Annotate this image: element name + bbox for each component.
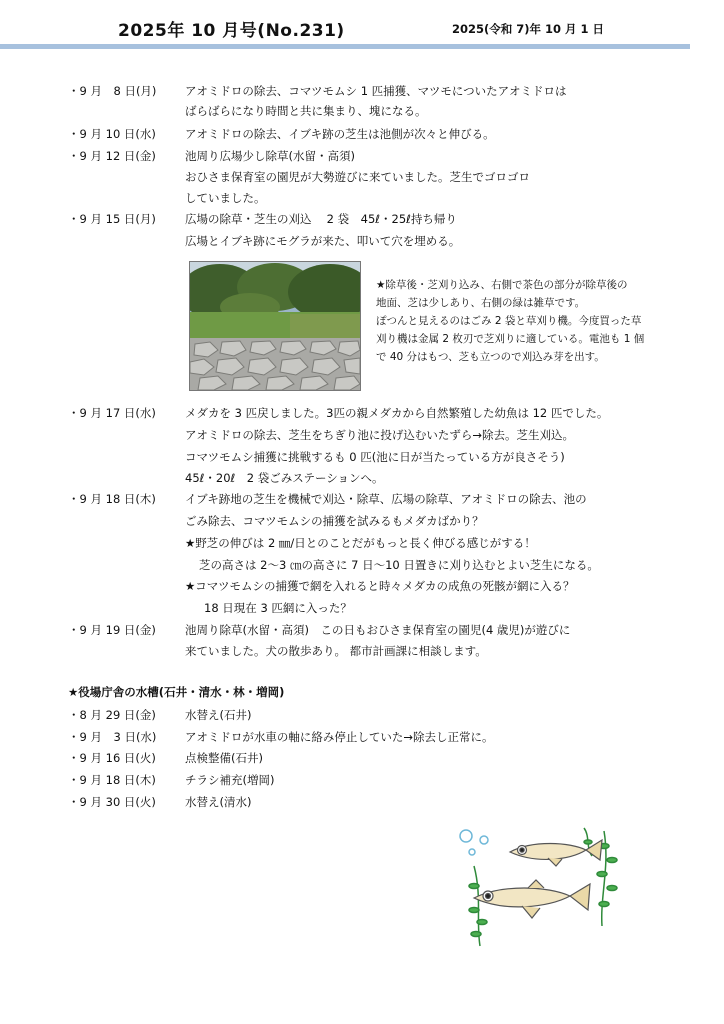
entry-text: 池周り広場少し除草(水留・高須) bbox=[185, 149, 355, 163]
entry-text: イブキ跡地の芝生を機械で刈込・除草、広場の除草、アオミドロの除去、池の bbox=[185, 492, 587, 506]
tank-entry-date: ・8 月 29 日(金) bbox=[68, 708, 156, 722]
header-divider bbox=[0, 44, 690, 49]
entry-date: ・9 月 18 日(木) bbox=[68, 492, 156, 506]
section-heading: ★役場庁舎の水槽(石井・清水・林・増岡) bbox=[68, 685, 285, 699]
entry-text: アオミドロの除去、芝生をちぎり池に投げ込むいたずら→除去。芝生刈込。 bbox=[185, 428, 575, 442]
entry-text: 広場の除草・芝生の刈込 2 袋 45ℓ・25ℓ持ち帰り bbox=[185, 212, 457, 226]
entry-date: ・9 月 17 日(水) bbox=[68, 406, 156, 420]
tank-entry-text: 点検整備(石井) bbox=[185, 751, 263, 765]
entry-date: ・9 月 12 日(金) bbox=[68, 149, 156, 163]
tank-entry-date: ・9 月 18 日(木) bbox=[68, 773, 156, 787]
newsletter-title: 2025年 10 月号(No.231) bbox=[118, 21, 345, 41]
entry-text: ごみ除去、コマツモムシの捕獲を試みるもメダカばかり？ bbox=[185, 514, 484, 528]
tank-entry-date: ・9 月 3 日(水) bbox=[68, 730, 157, 744]
entry-text: 45ℓ・20ℓ 2 袋ごみステーションへ。 bbox=[185, 471, 384, 485]
photo-caption-line: 刈り機は金属 2 枚刃で芝刈りに適している。電池も 1 個 bbox=[376, 333, 645, 345]
tank-entry-text: アオミドロが水車の軸に絡み停止していた→除去し正常に。 bbox=[185, 730, 494, 744]
entry-text: メダカを 3 匹戻しました。3匹の親メダカから自然繁殖した幼魚は 12 匹でした。 bbox=[185, 406, 609, 420]
entry-text: アオミドロの除去、イブキ跡の芝生は池側が次々と伸びる。 bbox=[185, 127, 495, 141]
tank-entry-text: チラシ補充(増岡) bbox=[185, 773, 275, 787]
tank-entry-date: ・9 月 30 日(火) bbox=[68, 795, 156, 809]
entry-text: していました。 bbox=[185, 191, 266, 205]
park-lawn-photo bbox=[189, 261, 361, 391]
entry-text: アオミドロの除去、コマツモムシ 1 匹捕獲、マツモについたアオミドロは bbox=[185, 84, 567, 98]
issue-date: 2025(令和 7)年 10 月 1 日 bbox=[452, 22, 605, 36]
tank-entry-date: ・9 月 16 日(火) bbox=[68, 751, 156, 765]
entry-date: ・9 月 10 日(水) bbox=[68, 127, 156, 141]
entry-note: 18 日現在 3 匹網に入った？ bbox=[204, 601, 352, 615]
entry-text: 来ていました。犬の散歩あり。 都市計画課に相談します。 bbox=[185, 644, 487, 658]
photo-caption-line: ★除草後・芝刈り込み、右側で茶色の部分が除草後の bbox=[376, 279, 628, 291]
photo-caption-line: ぽつんと見えるのはごみ 2 袋と草刈り機。今度買った草 bbox=[376, 315, 642, 327]
entry-text: コマツモムシ捕獲に挑戦するも 0 匹(池に日が当たっている方が良さそう) bbox=[185, 450, 565, 464]
tank-entry-text: 水替え(清水) bbox=[185, 795, 252, 809]
medaka-fish-illustration bbox=[452, 826, 624, 948]
entry-text: おひさま保育室の園児が大勢遊びに来ていました。芝生でゴロゴロ bbox=[185, 170, 530, 184]
entry-date: ・9 月 19 日(金) bbox=[68, 623, 156, 637]
entry-text: 池周り除草(水留・高須) この日もおひさま保育室の園児(4 歳児)が遊びに bbox=[185, 623, 571, 637]
entry-note: ★野芝の伸びは 2 ㎜/日とのことだがもっと長く伸びる感じがする！ bbox=[185, 536, 536, 550]
entry-text: 広場とイブキ跡にモグラが来た、叩いて穴を埋める。 bbox=[185, 234, 461, 248]
photo-caption-line: 地面、芝は少しあり、右側の緑は雑草です。 bbox=[376, 297, 586, 309]
photo-caption-line: で 40 分はもつ、芝も立つので刈込み芽を出す。 bbox=[376, 351, 605, 363]
entry-note: 芝の高さは 2～3 ㎝の高さに 7 日～10 日置きに刈り込むとよい芝生になる。 bbox=[199, 558, 599, 572]
entry-date: ・9 月 15 日(月) bbox=[68, 212, 156, 226]
entry-date: ・9 月 8 日(月) bbox=[68, 84, 157, 98]
entry-text: ばらばらになり時間と共に集まり、塊になる。 bbox=[185, 104, 427, 118]
entry-note: ★コマツモムシの捕獲で網を入れると時々メダカの成魚の死骸が網に入る？ bbox=[185, 579, 575, 593]
tank-entry-text: 水替え(石井) bbox=[185, 708, 252, 722]
